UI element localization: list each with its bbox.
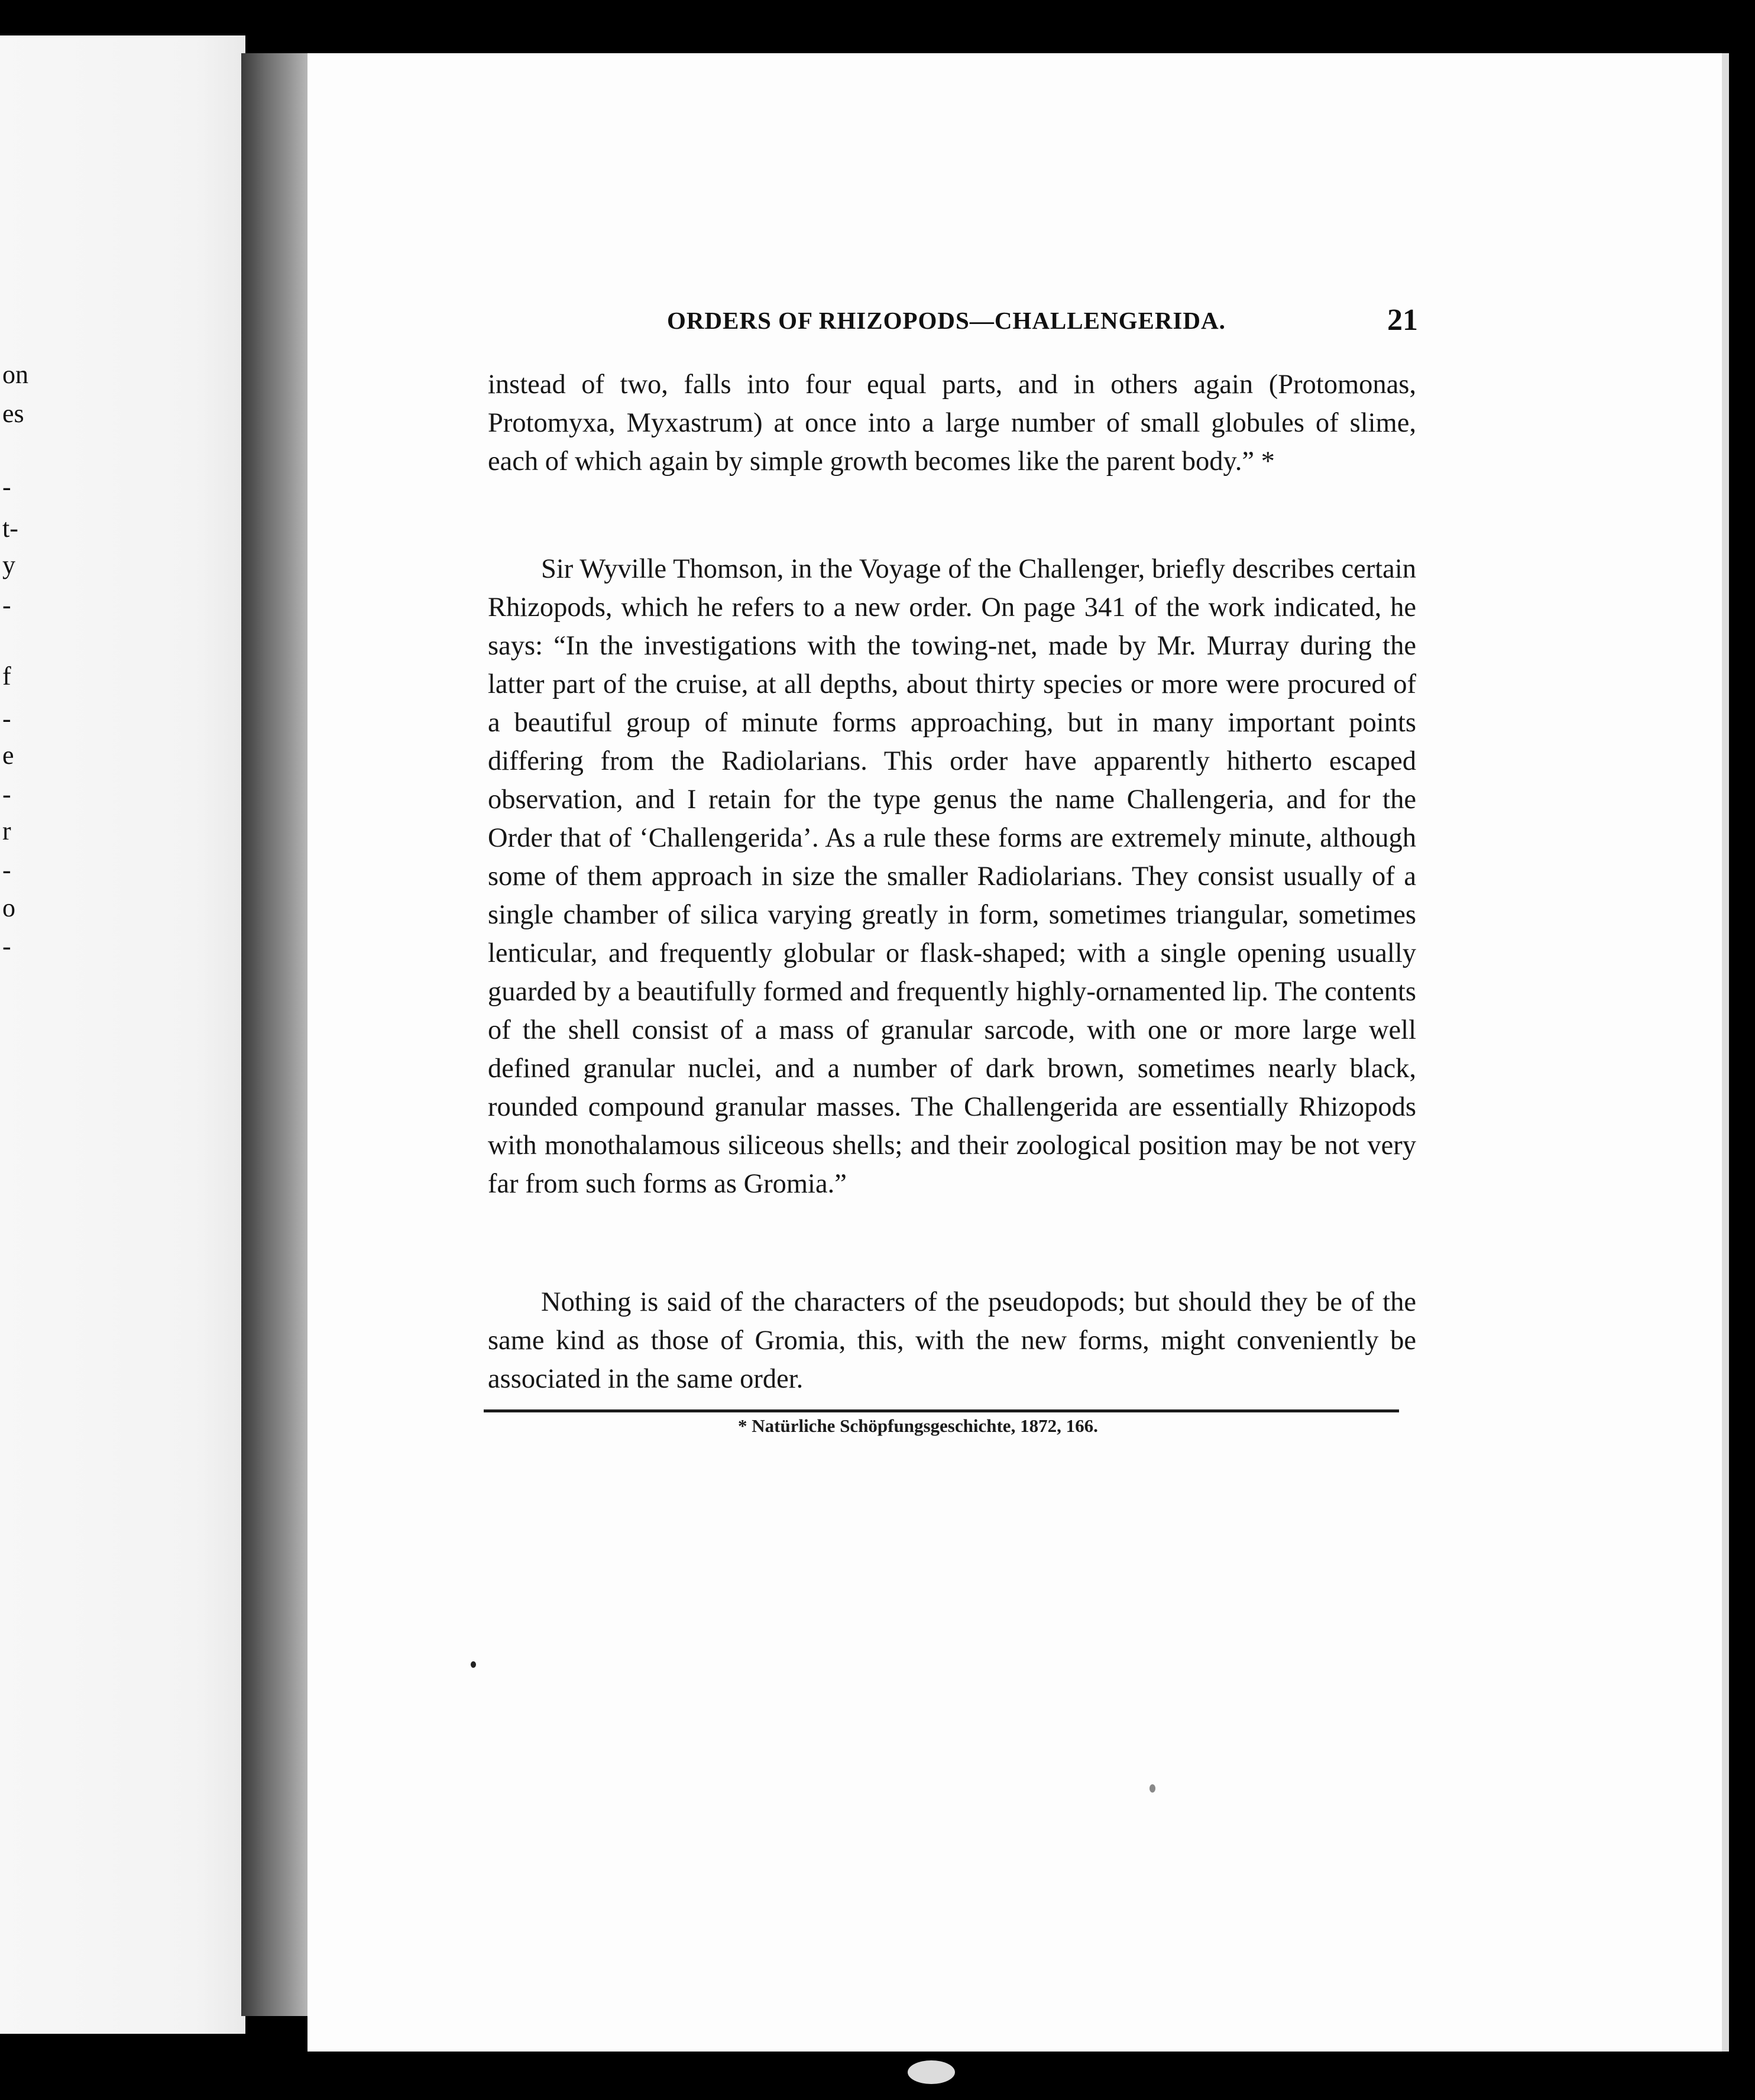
facing-page-fragment: - (2, 591, 11, 620)
facing-page-fragment: on (2, 360, 28, 389)
facing-page-fragment: y (2, 550, 15, 579)
book-gutter (241, 53, 309, 2016)
page-edge (1722, 53, 1729, 2052)
footnote: * Natürliche Schöpfungsgeschichte, 1872, 166. (738, 1415, 1098, 1436)
scan-speck (1150, 1784, 1155, 1793)
facing-page-edge (0, 35, 245, 2034)
facing-page-text-fragments (0, 35, 245, 2034)
facing-page-fragment: f (2, 662, 11, 691)
paragraph-pseudopods: Nothing is said of the characters of the pseudopods; but should they be of the same kind as those of Gromia, this, with the new forms, might conveniently be associated in the same order. (488, 1287, 1416, 1394)
facing-page-fragment: - (2, 704, 11, 733)
facing-page-fragment: t- (2, 514, 18, 543)
facing-page-fragment: - (2, 780, 11, 809)
facing-page-fragment: - (2, 855, 11, 884)
scan-mark (908, 2060, 955, 2084)
paragraph-continued: instead of two, falls into four equal parts, and in others again (Protomonas, Protomyxa, Myxastrum) at once into a large number of small globules of slime, each of which again by simple growth becomes like the parent body.” * (488, 370, 1416, 477)
facing-page-fragment: - (2, 932, 11, 961)
scan-speck (471, 1661, 476, 1668)
facing-page-fragment: r (2, 816, 11, 845)
facing-page-fragment: es (2, 399, 24, 428)
running-header: ORDERS OF RHIZOPODS—CHALLENGERIDA. (667, 307, 1226, 334)
paragraph-thomson-quote: Sir Wyville Thomson, in the Voyage of the Challenger, briefly describes certain Rhizopods, which he refers to a new order. On page 341 of the work indicated, he says: “In the investigations with the towing-net, made by Mr. Murray during the latter part of the cruise, at all depths, about thirty species or more were procured of a beautiful group of minute forms approaching, but in many important points differing from the Radiolarians. This order have apparently hitherto escaped observation, and I retain for the type genus the name Challengeria, and for the Order that of ‘Challengerida’. As a rule these forms are extremely minute, although some of them approach in size the smaller Radiolarians. They consist usually of a single chamber of silica varying greatly in form, sometimes triangular, sometimes lenticular, and frequently globular or flask-shaped; with a single opening usually guarded by a beautifully formed and frequently highly-ornamented lip. The contents of the shell consist of a mass of granular sarcode, with one or more large well defined granular nuclei, and a number of dark brown, sometimes nearly black, rounded compound granular masses. The Challengerida are essentially Rhizopods with monothalamous siliceous shells; and their zoological position may be not very far from such forms as Gromia.” (488, 554, 1416, 1199)
page-number: 21 (1387, 303, 1418, 337)
facing-page-fragment: o (2, 893, 15, 922)
facing-page-fragment: e (2, 741, 14, 770)
facing-page-fragment: - (2, 472, 11, 501)
footnote-rule (484, 1409, 1399, 1412)
